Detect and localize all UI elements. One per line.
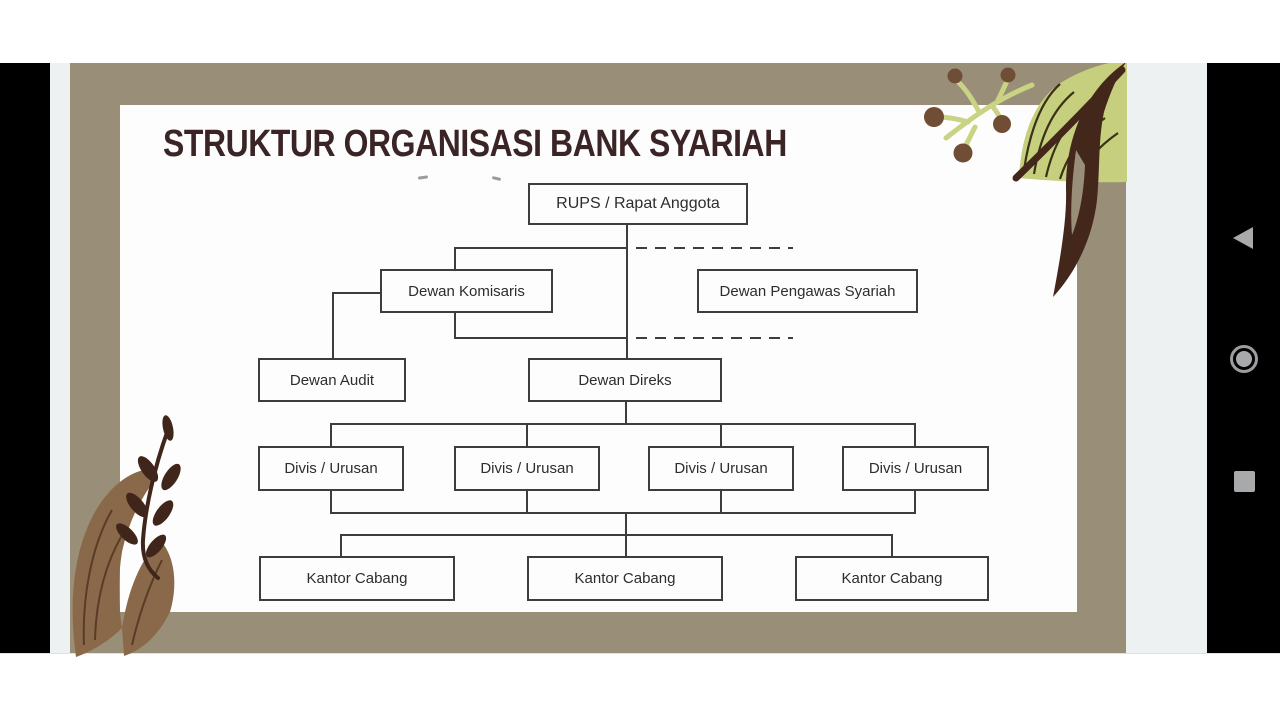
org-box-divisi-2 [454,446,600,491]
berry-icon [924,68,1016,163]
feather-leaf-lobe [122,540,174,656]
org-box-label: Kantor Cabang [306,570,408,587]
org-box-label: Dewan Pengawas Syariah [719,282,896,300]
connector-line [891,534,893,558]
org-box-label: Dewan Direks [578,371,672,389]
org-box-label: Kantor Cabang [574,570,676,587]
recents-square-icon[interactable] [1234,471,1255,492]
org-box-label: Divis / Urusan [284,460,378,477]
connector-line [526,490,528,514]
right-light-strip [1126,63,1207,653]
connector-line [330,423,332,447]
connector-line [720,423,722,447]
branch-stems [937,78,1032,149]
org-box-kantor-cabang-1 [259,556,455,601]
org-box-divisi-4 [842,446,989,491]
connector-line [914,423,916,447]
connector-line [340,534,893,536]
org-box-label: Dewan Audit [289,371,375,389]
connector-line [330,490,332,514]
org-box-label: Kantor Cabang [841,570,943,587]
org-box-dewan-direksi [528,358,722,402]
connector-line [625,401,627,424]
org-box-label: RUPS / Rapat Anggota [556,195,720,212]
org-box-dewan-komisaris [380,269,553,313]
connector-line [340,534,342,558]
org-box-kantor-cabang-3 [795,556,989,601]
org-box-rups [528,183,748,225]
connector-line [914,490,916,514]
connector-line [332,292,334,359]
connector-line [330,423,916,425]
connector-line [454,337,628,339]
connector-line [332,292,382,294]
org-box-kantor-cabang-2 [527,556,723,601]
org-box-label: Divis / Urusan [868,460,963,477]
dashed-connector-line [636,247,793,249]
connector-line [720,490,722,514]
left-black-bar [0,63,50,653]
foliage-top-right-decoration [890,63,1127,313]
org-box-divisi-1 [258,446,404,491]
home-circle-icon[interactable] [1230,345,1258,373]
back-triangle-icon[interactable] [1233,227,1253,249]
connector-line [454,247,628,249]
connector-line [330,512,916,514]
dashed-connector-line [636,337,793,339]
org-box-divisi-3 [648,446,794,491]
connector-line [526,423,528,447]
org-box-label: Divis / Urusan [674,460,768,477]
slide-title: STRUKTUR ORGANISASI BANK SYARIAH [163,123,787,165]
foliage-bottom-left-decoration [68,412,233,660]
org-box-dewan-audit [258,358,406,402]
connector-line [454,311,456,339]
org-box-dewan-pengawas-syariah [697,269,918,313]
org-box-label: Divis / Urusan [480,460,574,477]
home-circle-inner [1236,351,1252,367]
left-light-strip [50,63,70,653]
org-box-label: Dewan Komisaris [408,282,525,300]
